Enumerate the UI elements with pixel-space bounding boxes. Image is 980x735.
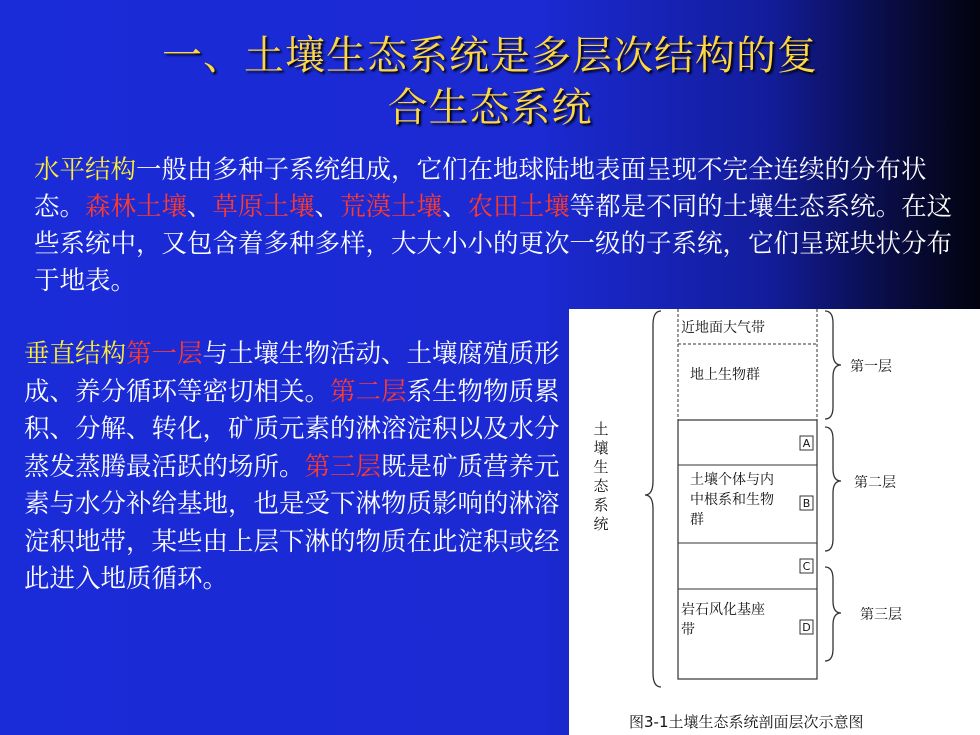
system-label-char: 系	[593, 496, 609, 514]
soil-column	[678, 420, 817, 679]
layer-1-brace	[825, 311, 841, 419]
layer-1-text: 与土壤生物活动、土壤腐殖质形成、养分循环等密切相关。	[24, 339, 560, 407]
soil-body-label: 中根系和生物	[690, 492, 774, 508]
system-label-char: 统	[593, 515, 609, 533]
system-label-char: 土	[593, 420, 609, 438]
layer-1-term: 第一层	[126, 339, 203, 369]
layer-3-text: 既是矿质营养元素与水分补给基地，也是受下淋物质影响的淋溶淀积地带，某些由上层下淋的物质在此淀积或经此进入地质循环。	[24, 451, 560, 594]
system-label-char: 生	[593, 458, 609, 476]
soil-profile-figure	[569, 309, 980, 735]
title-line-1: 一、土壤生态系统是多层次结构的复	[162, 33, 818, 79]
horizon-marker-c: C	[802, 560, 811, 573]
vertical-structure-term: 垂直结构	[24, 339, 127, 369]
vertical-structure-paragraph	[24, 336, 576, 599]
horizon-marker-d: D	[802, 621, 811, 634]
title-line-2: 合生态系统	[387, 85, 593, 131]
soil-type-forest: 森林土壤	[85, 192, 188, 222]
soil-body-label: 群	[690, 512, 704, 528]
soil-system-brace	[645, 311, 661, 687]
layer-2-label: 第二层	[854, 475, 896, 491]
soil-type-grassland: 草原土壤	[212, 192, 315, 222]
horizontal-structure-term: 水平结构	[34, 155, 137, 185]
soil-profile-diagram	[569, 309, 980, 735]
system-label-char: 态	[593, 477, 609, 495]
soil-type-farmland: 农田土壤	[467, 192, 570, 222]
atmosphere-label: 近地面大气带	[681, 320, 765, 336]
horizon-marker-b: B	[802, 497, 811, 510]
aboveground-label: 地上生物群	[690, 367, 760, 383]
layer-2-text: 系生物物质累积、分解、转化，矿质元素的淋溶淀积以及水分蒸发蒸腾最活跃的场所。	[24, 376, 560, 482]
separator: 、	[442, 192, 468, 222]
layer-3-label: 第三层	[860, 607, 902, 623]
system-label-char: 壤	[593, 439, 609, 457]
slide-title	[0, 30, 980, 134]
layer-1-label: 第一层	[850, 359, 892, 375]
horizontal-structure-paragraph	[34, 152, 964, 300]
layer-2-term: 第二层	[330, 376, 407, 407]
horizontal-text-2: 等都是不同的土壤生态系统。在这些系统中，又包含着多种多样，大大小小的更次一级的子系统，它们呈斑块状分布于地表。	[34, 192, 953, 296]
layer-3-brace	[825, 567, 841, 661]
soil-type-desert: 荒漠土壤	[340, 192, 443, 222]
layer-2-brace	[825, 427, 841, 551]
separator: 、	[187, 192, 213, 222]
bedrock-label: 岩石风化基座	[681, 602, 765, 618]
figure-caption: 图3-1土壤生态系统剖面层次示意图	[629, 713, 864, 731]
bedrock-label: 带	[681, 622, 695, 638]
separator: 、	[314, 192, 341, 222]
horizontal-text-1: 一般由多种子系统组成，它们在地球陆地表面呈现不完全连续的分布状态。	[34, 155, 927, 222]
layer-3-term: 第三层	[304, 451, 382, 482]
soil-body-label: 土壤个体与内	[690, 472, 774, 488]
horizon-marker-a: A	[802, 437, 811, 450]
